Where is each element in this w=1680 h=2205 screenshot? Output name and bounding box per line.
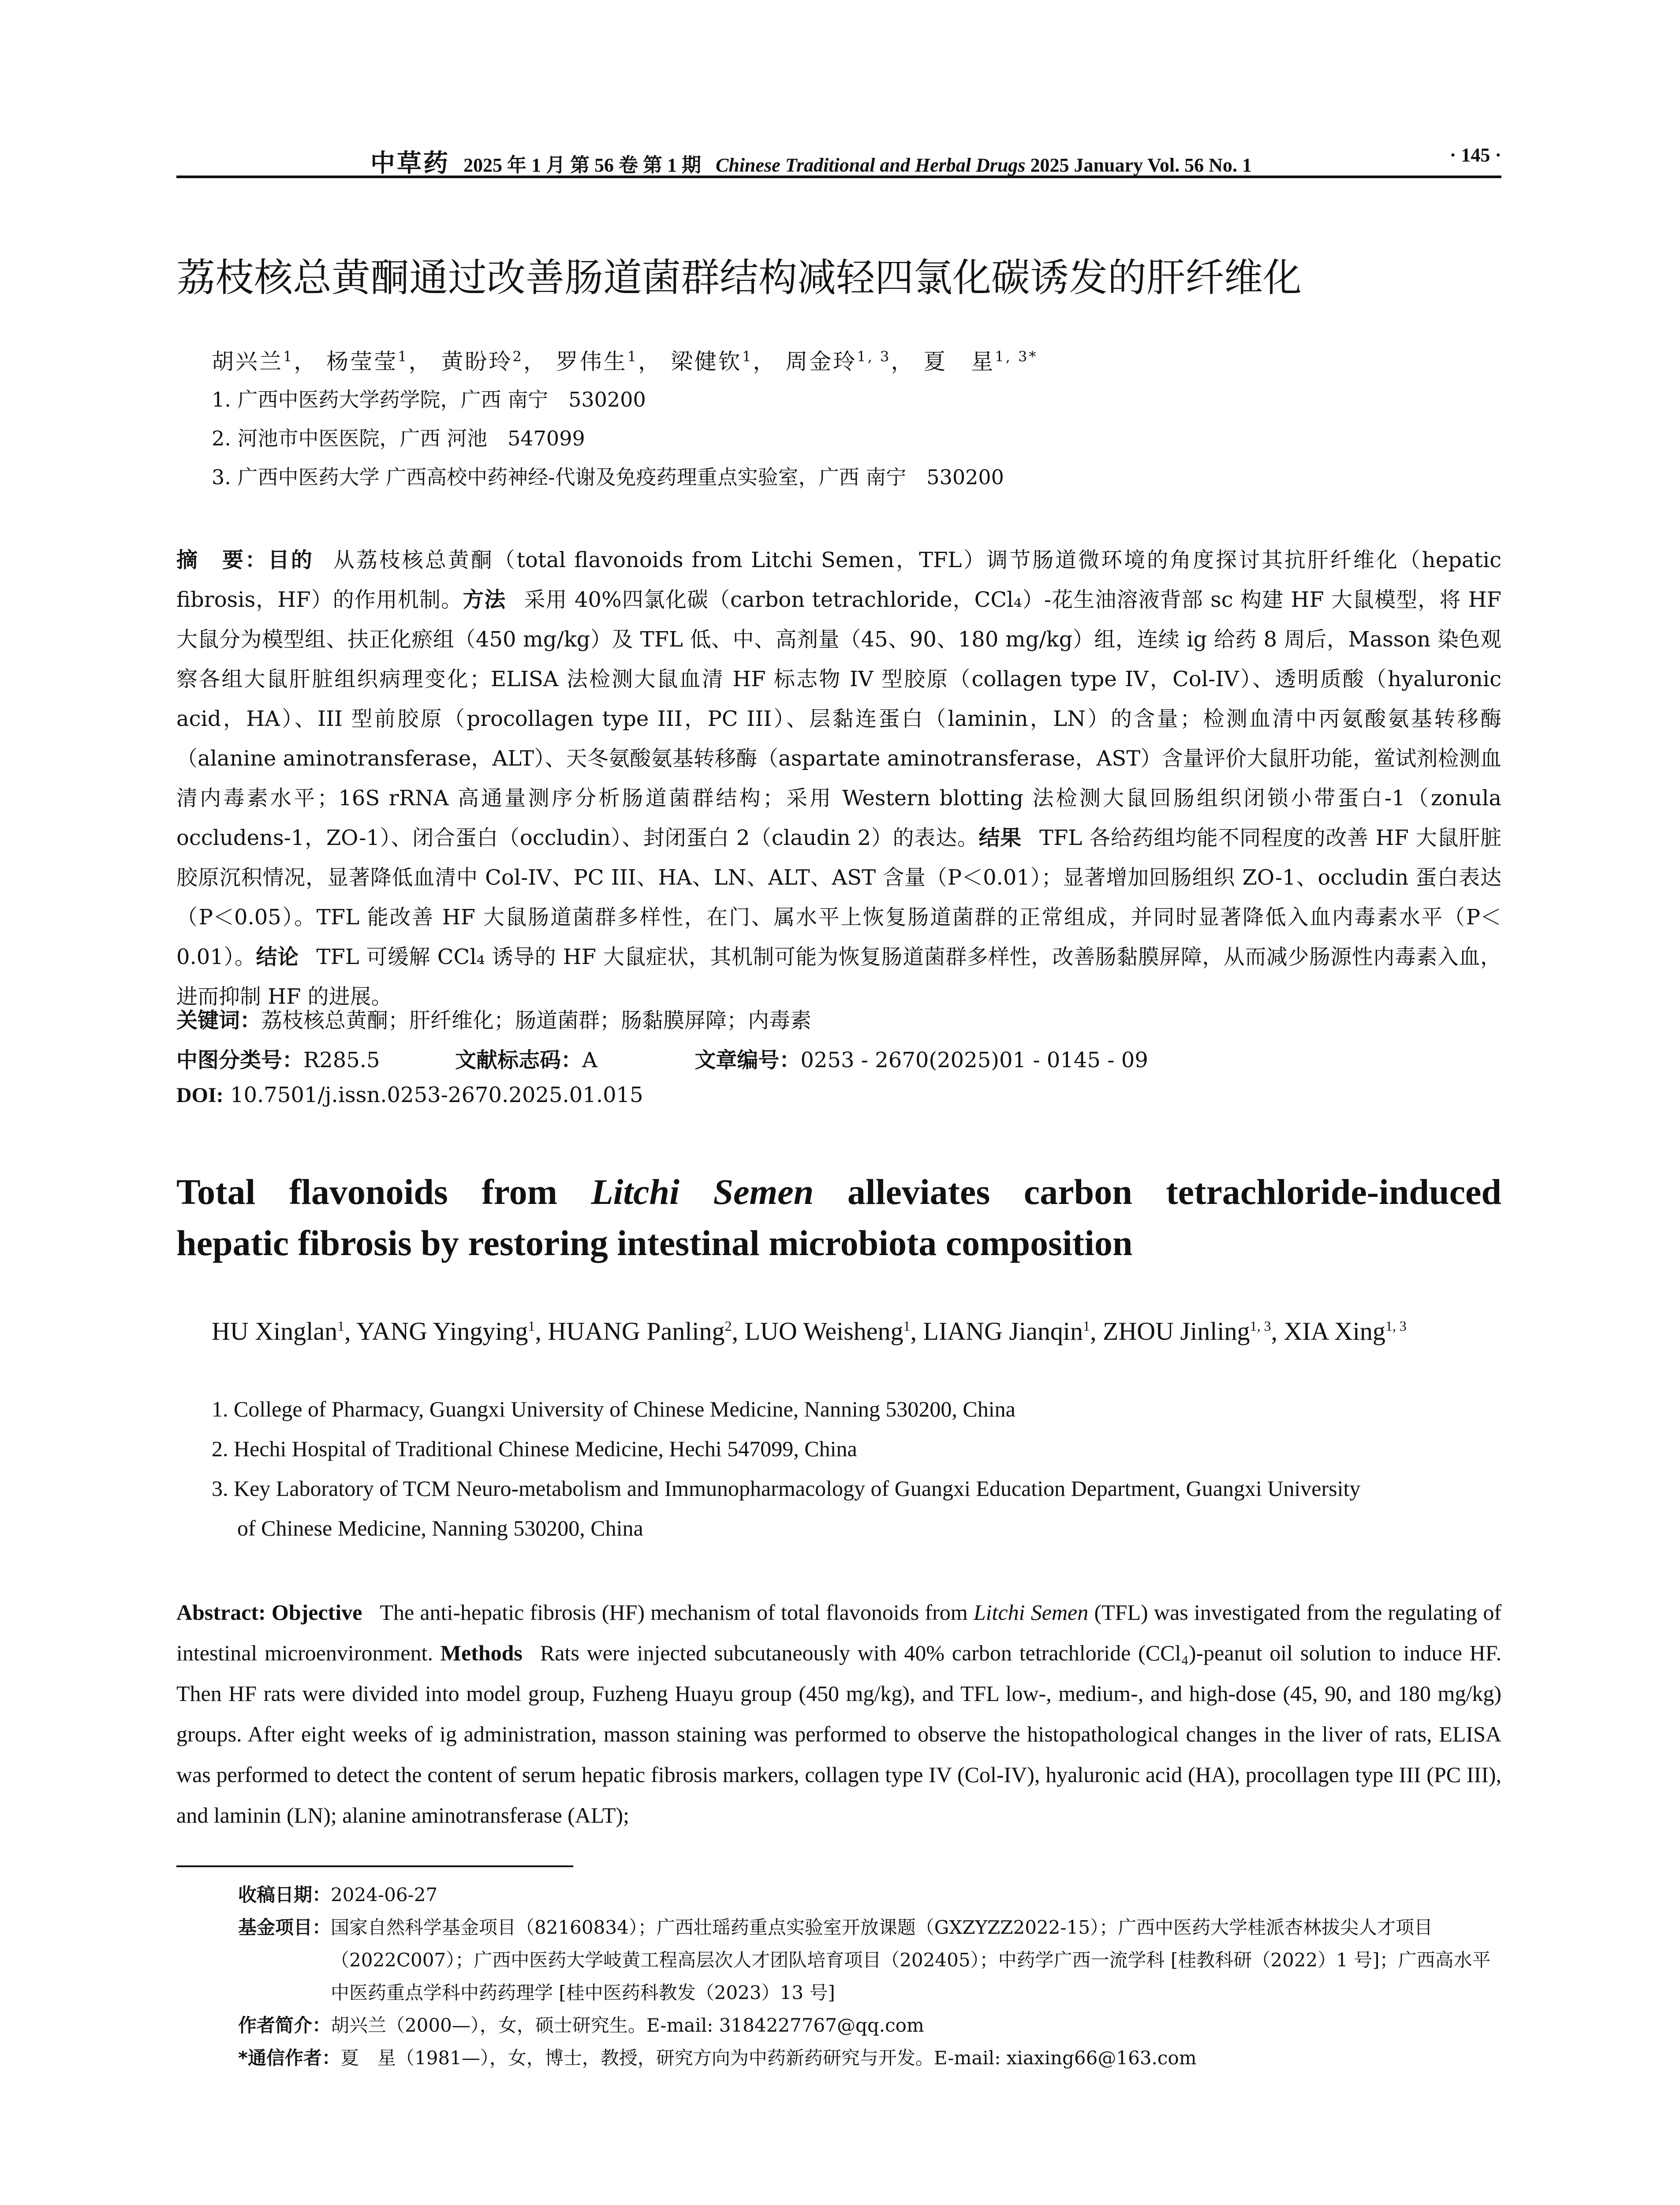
footnote-corresponding: *通信作者： 夏 星（1981—），女，博士，教授，研究方向为中药新药研究与开发。E-mail: xiaxing66@163.com [238, 2047, 1197, 2069]
cn-abstract-label: 摘 要：目的 [176, 548, 314, 572]
cn-author: 黄盼玲$^2$ [441, 348, 523, 374]
doi: DOI: 10.7501/j.issn.0253-2670.2025.01.015 [176, 1083, 643, 1107]
cn-conclusion: TFL 可缓解 CCl₄ 诱导的 HF 大鼠症状，其机制可能为恢复肠道菌群多样性，改善肠黏膜屏障，从而减少肠源性内毒素入血，进而抑制 HF 的进展。 [176, 945, 1501, 1009]
cn-conclusion-label: 结论 [256, 945, 299, 969]
en-methods-label: Methods [440, 1641, 523, 1665]
en-author: HU Xinglan$^1$ [212, 1317, 345, 1346]
en-affiliations [212, 1389, 1501, 1548]
issue-en: 2025 January Vol. 56 No. 1 [1030, 154, 1252, 176]
en-affiliation-continued: of Chinese Medicine, Nanning 530200, China [237, 1516, 643, 1540]
en-author: HUANG Panling$^2$ [548, 1317, 732, 1346]
cn-author: 胡兴兰$^1$ [212, 348, 294, 374]
en-author: LIANG Jianqin$^1$ [923, 1317, 1090, 1346]
cn-author: 罗伟生$^1$ [556, 348, 638, 374]
cn-author: 夏 星$^{1, 3*}$ [923, 348, 1038, 374]
en-affiliation: 2. Hechi Hospital of Traditional Chinese Medicine, Hechi 547099, China [212, 1436, 857, 1461]
cn-affiliation: 1. 广西中医药大学药学院，广西 南宁 530200 [212, 388, 646, 411]
cn-methods-label: 方法 [463, 587, 506, 612]
cn-classification: 中图分类号：R285.5 文献标志码：A 文章编号：0253 - 2670(2025)01 - 0145 - 09 [176, 1048, 1148, 1073]
cn-objective: 从荔枝核总黄酮（total flavonoids from Litchi Semen，TFL）调节肠道微环境的角度探讨其抗肝纤维化（hepatic fibrosis，HF）的作用机制。 [176, 548, 1501, 612]
en-abstract: Abstract: Objective The anti-hepatic fibrosis (HF) mechanism of total flavonoids from Litchi Semen (TFL) was investigated from the regulating of intestinal microenvironment. Methods Rats were injected subcutaneously with 40% carbon tetrachloride (CCl₄)-peanut oil solution to induce HF. Then HF rats were divided into model group, Fuzheng Huayu group (450 mg/kg), and TFL low-, medium-, and high-dose (45, 90, and 180 mg/kg) groups. After eight weeks of ig administration, masson staining was performed to observe the histopathological changes in the liver of rats, ELISA was performed to detect the content of serum hepatic fibrosis markers, collagen type IV (Col-IV), hyaluronic acid (HA), procollagen type III (PC III), and laminin (LN); alanine aminotransferase (ALT); [176, 1600, 1502, 1828]
footnote-author-bio: 作者简介： 胡兴兰（2000—），女，硕士研究生。E-mail: 3184227767@qq.com [238, 2014, 924, 2036]
en-title: Total flavonoids from Litchi Semen alleviates carbon tetrachloride-induced hepatic fibrosis by restoring intestinal microbiota composition [176, 1172, 1502, 1263]
running-header-left [370, 144, 1252, 179]
footnote-funding: 基金项目： 国家自然科学基金项目（82160834）；广西壮瑶药重点实验室开放课题（GXZYZZ2022-15）；广西中医药大学桂派杏林拔尖人才项目（2022C007）；广西中医药大学岐黄工程高层次人才团队培育项目（202405）；中药学广西一流学科 [桂教科研（2022）1 号]；广西高水平中医药重点学科中药药理学 [桂中医药科教发（2023）13 号] [238, 1917, 1491, 2003]
cn-title: 荔枝核总黄酮通过改善肠道菌群结构减轻四氯化碳诱发的肝纤维化 [176, 255, 1302, 300]
page-number: · 145 · [1449, 144, 1501, 166]
cn-affiliation: 3. 广西中医药大学 广西高校中药神经-代谢及免疫药理重点实验室，广西 南宁 530200 [212, 465, 1004, 489]
cn-author: 杨莹莹$^1$ [326, 348, 409, 374]
en-affiliation: 1. College of Pharmacy, Guangxi University of Chinese Medicine, Nanning 530200, China [212, 1397, 1015, 1421]
en-author: LUO Weisheng$^1$ [744, 1317, 911, 1346]
cn-author: 梁健钦$^1$ [671, 348, 753, 374]
cn-author-list: 胡兴兰$^1$， 杨莹莹$^1$， 黄盼玲$^2$， 罗伟生$^1$， 梁健钦$^1$， 周金玲$^{1, 3}$， 夏 星$^{1, 3*}$ [212, 348, 1038, 374]
cn-results-label: 结果 [978, 826, 1022, 850]
en-abstract-label: Abstract: Objective [176, 1600, 362, 1625]
cn-methods: 采用 40%四氯化碳（carbon tetrachloride，CCl₄）-花生油溶液背部 sc 构建 HF 大鼠模型，将 HF 大鼠分为模型组、扶正化瘀组（450 mg/kg）及 TFL 低、中、高剂量（45、90、180 mg/kg）组，连续 ig 给药 8 周后，Masson 染色观察各组大鼠肝脏组织病理变化；ELISA 法检测大鼠血清 HF 标志物 IV 型胶原（collagen type IV，Col-IV）、透明质酸（hyaluronic acid，HA）、III 型前胶原（procollagen type III，PC III）、层黏连蛋白（laminin，LN）的含量；检测血清中丙氨酸氨基转移酶（alanine aminotransferase，ALT）、天冬氨酸氨基转移酶（aspartate aminotransferase，AST）含量评价大鼠肝功能，鲎试剂检测血清内毒素水平；16S rRNA 高通量测序分析肠道菌群结构；采用 Western blotting 法检测大鼠回肠组织闭锁小带蛋白-1（zonula occludens-1，ZO-1）、闭合蛋白（occludin）、封闭蛋白 2（claudin 2）的表达。 [176, 587, 1501, 850]
journal-logo: 中草药 [370, 149, 450, 178]
en-author: XIA Xing$^{1, 3}$ [1284, 1317, 1407, 1346]
cn-abstract [176, 540, 1501, 1017]
footnote-divider [176, 1865, 573, 1867]
journal-name-en: Chinese Traditional and Herbal Drugs [716, 154, 1026, 176]
en-author: ZHOU Jinling$^{1, 3}$ [1102, 1317, 1271, 1346]
cn-results: TFL 各给药组均能不同程度的改善 HF 大鼠肝脏胶原沉积情况，显著降低血清中 Col-IV、PC III、HA、LN、ALT、AST 含量（P＜0.01）；显著增加回肠组织 ZO-1、occludin 蛋白表达（P＜0.05）。TFL 能改善 HF 大鼠肠道菌群多样性，在门、属水平上恢复肠道菌群的正常组成，并同时显著降低入血内毒素水平（P＜0.01）。 [176, 826, 1501, 969]
footnote-received: 收稿日期： 2024-06-27 [238, 1884, 438, 1906]
cn-affiliation: 2. 河池市中医医院，广西 河池 547099 [212, 426, 585, 450]
en-author: YANG Yingying$^1$ [356, 1317, 535, 1346]
issue-cn: 2025 年 1 月 第 56 卷 第 1 期 [463, 154, 701, 176]
en-affiliation: 3. Key Laboratory of TCM Neuro-metabolism and Immunopharmacology of Guangxi Education Department, Guangxi University [212, 1476, 1361, 1501]
cn-author: 周金玲$^{1, 3}$ [785, 348, 891, 374]
en-author-list: HU Xinglan$^1$, YANG Yingying$^1$, HUANG Panling$^2$, LUO Weisheng$^1$, LIANG Jianqin$^1$, ZHOU Jinling$^{1, 3}$, XIA Xing$^{1, 3}$ [212, 1317, 1407, 1346]
footnotes [238, 1879, 1501, 2074]
cn-keywords: 关键词：荔枝核总黄酮；肝纤维化；肠道菌群；肠黏膜屏障；内毒素 [176, 1008, 812, 1033]
running-header [176, 140, 1501, 178]
